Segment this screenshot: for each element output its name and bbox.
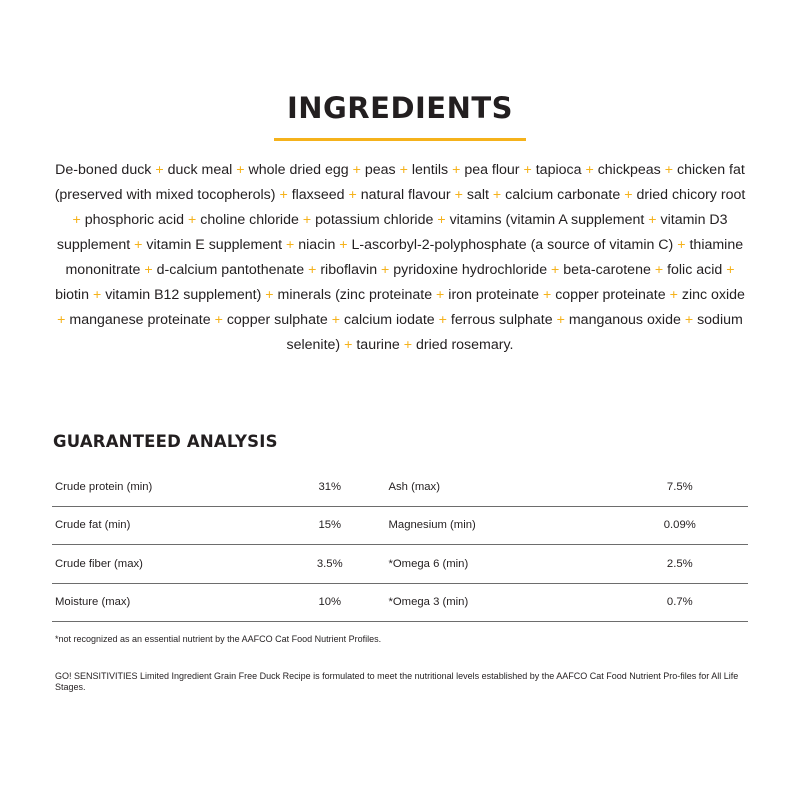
ingredient-item: minerals (zinc proteinate (277, 287, 433, 303)
ingredient-item: De-boned duck (55, 162, 152, 178)
ingredient-item: vitamin B12 supplement) (105, 287, 262, 303)
plus-separator: + (669, 287, 678, 303)
ingredient-item: potassium chloride (315, 212, 434, 228)
plus-separator: + (551, 262, 560, 278)
plus-separator: + (399, 162, 408, 178)
plus-separator: + (677, 237, 686, 253)
ingredient-item: manganese proteinate (69, 312, 211, 328)
nutrient-name: Crude fiber (max) (52, 545, 274, 584)
guaranteed-analysis-title: GUARANTEED ANALYSIS (53, 432, 278, 451)
plus-separator: + (654, 262, 664, 278)
table-row (52, 506, 748, 545)
title-underline (274, 138, 526, 141)
ingredient-item: vitamin D3 supplement (56, 212, 728, 253)
aafco-statement: GO! SENSITIVITIES Limited Ingredient Grain Free Duck Recipe is formulated to meet the nutritional levels established by the AAFCO Cat Food Nutrient Pro-files for All Life Stages. (55, 671, 739, 692)
ingredient-item: ferrous sulphate (450, 312, 553, 328)
plus-separator: + (134, 237, 143, 253)
plus-separator: + (684, 312, 694, 328)
plus-separator: + (339, 237, 348, 253)
plus-separator: + (726, 262, 735, 278)
plus-separator: + (381, 262, 390, 278)
ingredient-item: riboflavin (320, 262, 378, 278)
plus-separator: + (92, 287, 102, 303)
ingredient-item: lentils (411, 162, 449, 178)
ingredient-item: copper sulphate (226, 312, 328, 328)
ingredient-item: salt (466, 187, 489, 203)
footnote: *not recognized as an essential nutrient by the AAFCO Cat Food Nutrient Profiles. (55, 634, 382, 644)
ingredient-item: niacin (298, 237, 336, 253)
ingredient-item: dried rosemary. (415, 337, 514, 353)
ingredient-item: beta-carotene (563, 262, 651, 278)
ingredient-item: copper proteinate (555, 287, 666, 303)
ingredient-item: thiamine mononitrate (65, 237, 744, 278)
plus-separator: + (624, 187, 633, 203)
plus-separator: + (72, 212, 81, 228)
plus-separator: + (331, 312, 341, 328)
plus-separator: + (437, 212, 446, 228)
plus-separator: + (542, 287, 552, 303)
ingredient-item: d-calcium pantothenate (156, 262, 305, 278)
plus-separator: + (286, 237, 295, 253)
nutrient-value: 0.09% (612, 506, 748, 545)
nutrient-name: *Omega 3 (min) (386, 583, 612, 622)
nutrient-value: 15% (274, 506, 386, 545)
nutrient-name: *Omega 6 (min) (386, 545, 612, 584)
table-row (52, 468, 748, 506)
guaranteed-analysis-table (52, 468, 748, 622)
nutrient-name: Crude fat (min) (52, 506, 274, 545)
ingredient-item: iron proteinate (448, 287, 539, 303)
plus-separator: + (648, 212, 657, 228)
ingredient-item: tapioca (535, 162, 582, 178)
ingredient-item: whole dried egg (248, 162, 349, 178)
plus-separator: + (308, 262, 317, 278)
ingredient-item: vitamins (vitamin A supplement (449, 212, 645, 228)
ingredient-item: dried chicory root (636, 187, 746, 203)
ingredient-item: choline chloride (200, 212, 299, 228)
nutrient-value: 31% (274, 468, 386, 506)
plus-separator: + (265, 287, 274, 303)
ingredient-item: calcium carbonate (505, 187, 621, 203)
ingredient-item: pea flour (464, 162, 520, 178)
ingredient-item: vitamin E supplement (146, 237, 283, 253)
plus-separator: + (403, 337, 412, 353)
plus-separator: + (144, 262, 153, 278)
plus-separator: + (302, 212, 312, 228)
ingredient-item: chickpeas (597, 162, 661, 178)
plus-separator: + (348, 187, 357, 203)
nutrient-value: 10% (274, 583, 386, 622)
plus-separator: + (452, 162, 461, 178)
nutrient-name: Moisture (max) (52, 583, 274, 622)
ingredient-item: calcium iodate (344, 312, 435, 328)
table-row (52, 583, 748, 622)
plus-separator: + (344, 337, 353, 353)
plus-separator: + (664, 162, 674, 178)
plus-separator: + (352, 162, 361, 178)
ingredient-item: peas (364, 162, 396, 178)
plus-separator: + (585, 162, 594, 178)
ingredient-item: folic acid (667, 262, 723, 278)
ingredient-item: duck meal (167, 162, 233, 178)
plus-separator: + (236, 162, 245, 178)
plus-separator: + (438, 312, 447, 328)
plus-separator: + (57, 312, 66, 328)
nutrient-value: 7.5% (612, 468, 748, 506)
ingredient-item: chicken fat (preserved with mixed tocopherols) (54, 162, 745, 203)
table-row (52, 545, 748, 584)
plus-separator: + (436, 287, 445, 303)
plus-separator: + (188, 212, 197, 228)
plus-separator: + (492, 187, 502, 203)
nutrient-value: 3.5% (274, 545, 386, 584)
ingredient-item: phosphoric acid (84, 212, 185, 228)
ingredient-item: flaxseed (291, 187, 345, 203)
plus-separator: + (556, 312, 565, 328)
ingredient-item: natural flavour (360, 187, 451, 203)
ingredient-item: pyridoxine hydrochloride (393, 262, 548, 278)
plus-separator: + (214, 312, 223, 328)
nutrient-name: Magnesium (min) (386, 506, 612, 545)
ingredient-item: manganous oxide (568, 312, 681, 328)
plus-separator: + (279, 187, 288, 203)
nutrient-value: 2.5% (612, 545, 748, 584)
ingredient-item: zinc oxide (681, 287, 745, 303)
nutrient-name: Crude protein (min) (52, 468, 274, 506)
ingredient-item: sodium selenite) (286, 312, 743, 353)
nutrient-name: Ash (max) (386, 468, 612, 506)
ingredient-item: biotin (55, 287, 89, 303)
plus-separator: + (155, 162, 164, 178)
plus-separator: + (523, 162, 532, 178)
ingredient-item: L-ascorbyl-2-polyphosphate (a source of vitamin C) (351, 237, 674, 253)
ingredients-list (50, 158, 750, 358)
ingredients-title: INGREDIENTS (286, 91, 514, 125)
ingredient-item: taurine (356, 337, 400, 353)
plus-separator: + (454, 187, 463, 203)
nutrient-value: 0.7% (612, 583, 748, 622)
